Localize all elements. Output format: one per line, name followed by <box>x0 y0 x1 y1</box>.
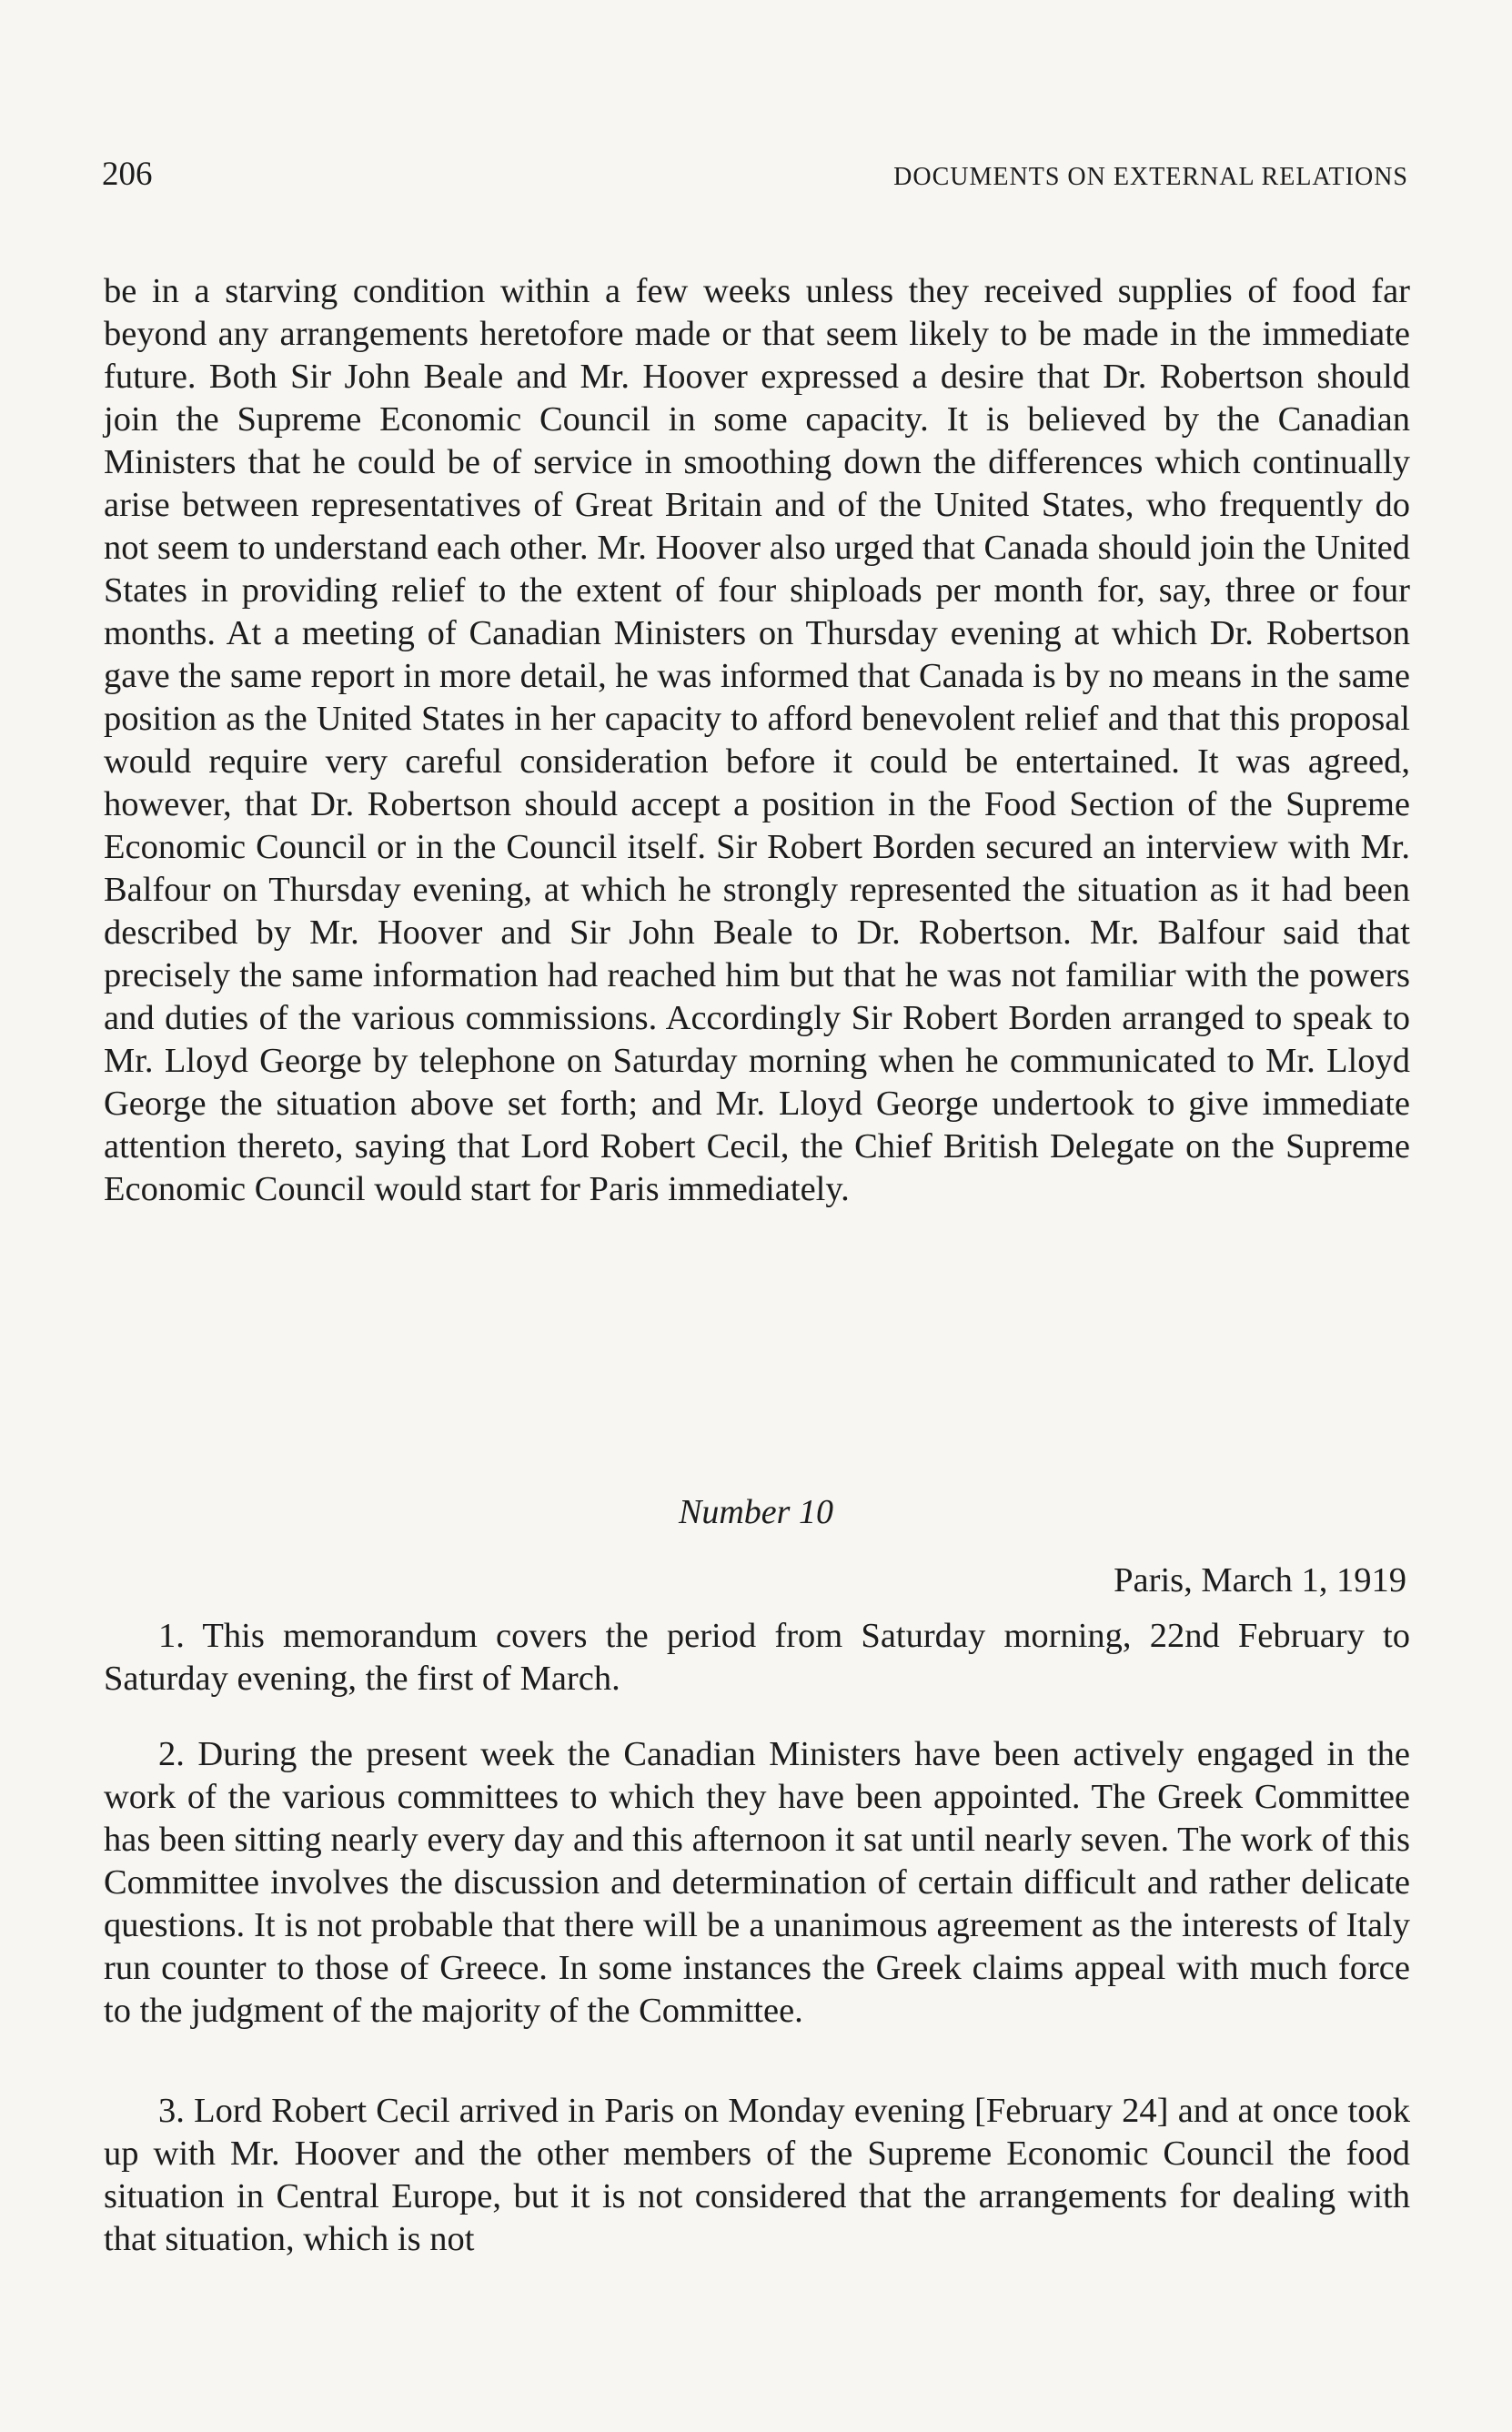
numbered-paragraph-1: 1. This memorandum covers the period from Saturday morning, 22nd February to Saturday evening, the first of March. <box>104 1617 1410 1698</box>
dateline: Paris, March 1, 1919 <box>1114 1561 1406 1599</box>
page-header <box>102 155 1408 209</box>
numbered-paragraph-3: 3. Lord Robert Cecil arrived in Paris on Monday evening [February 24] and at once took up with Mr. Hoover and the other members of the Supreme Economic Council the food situation in Central Europe, but it is not considered that the arrangements for dealing with that situation, which is not <box>104 2092 1410 2258</box>
numbered-paragraph-2: 2. During the present week the Canadian Ministers have been actively engaged in the work of the various committees to which they have been appointed. The Greek Committee has been sitting nearly every day and this afternoon it sat until nearly seven. The work of this Committee involves the discussion and determination of certain difficult and rather delicate questions. It is not probable that there will be a unanimous agreement as the interests of Italy run counter to those of Greece. In some instances the Greek claims appeal with much force to the judgment of the majority of the Committee. <box>104 1735 1410 2030</box>
page-number: 206 <box>102 156 153 193</box>
section-title: Number 10 <box>679 1493 833 1531</box>
running-head: DOCUMENTS ON EXTERNAL RELATIONS <box>893 163 1408 191</box>
continuation-paragraph: be in a starving condition within a few weeks unless they received supplies of food far beyond any arrangements heretofore made or that seem likely to be made in the immediate future. Both Sir John Beale and Mr. Hoover expressed a desire that Dr. Robertson should join the Supreme Economic Council in some capacity. It is believed by the Canadian Ministers that he could be of service in smoothing down the differences which continually arise between representatives of Great Britain and of the United States, who frequently do not seem to understand each other. Mr. Hoover also urged that Canada should join the United States in providing relief to the extent of four shiploads per month for, say, three or four months. At a meeting of Canadian Ministers on Thursday evening at which Dr. Robertson gave the same report in more detail, he was informed that Canada is by no means in the same position as the United States in her capacity to afford benevolent relief and that this proposal would require very careful consideration before it could be entertained. It was agreed, however, that Dr. Robertson should accept a position in the Food Section of the Supreme Economic Council or in the Council itself. Sir Robert Borden secured an interview with Mr. Balfour on Thursday evening, at which he strongly represented the situation as it had been described by Mr. Hoover and Sir John Beale to Dr. Robertson. Mr. Balfour said that precisely the same information had reached him but that he was not familiar with the powers and duties of the various commissions. Accordingly Sir Robert Borden arranged to speak to Mr. Lloyd George by telephone on Saturday morning when he communicated to Mr. Lloyd George the situation above set forth; and Mr. Lloyd George undertook to give immediate attention thereto, saying that Lord Robert Cecil, the Chief British Delegate on the Supreme Economic Council would start for Paris immediately. <box>104 272 1410 1208</box>
